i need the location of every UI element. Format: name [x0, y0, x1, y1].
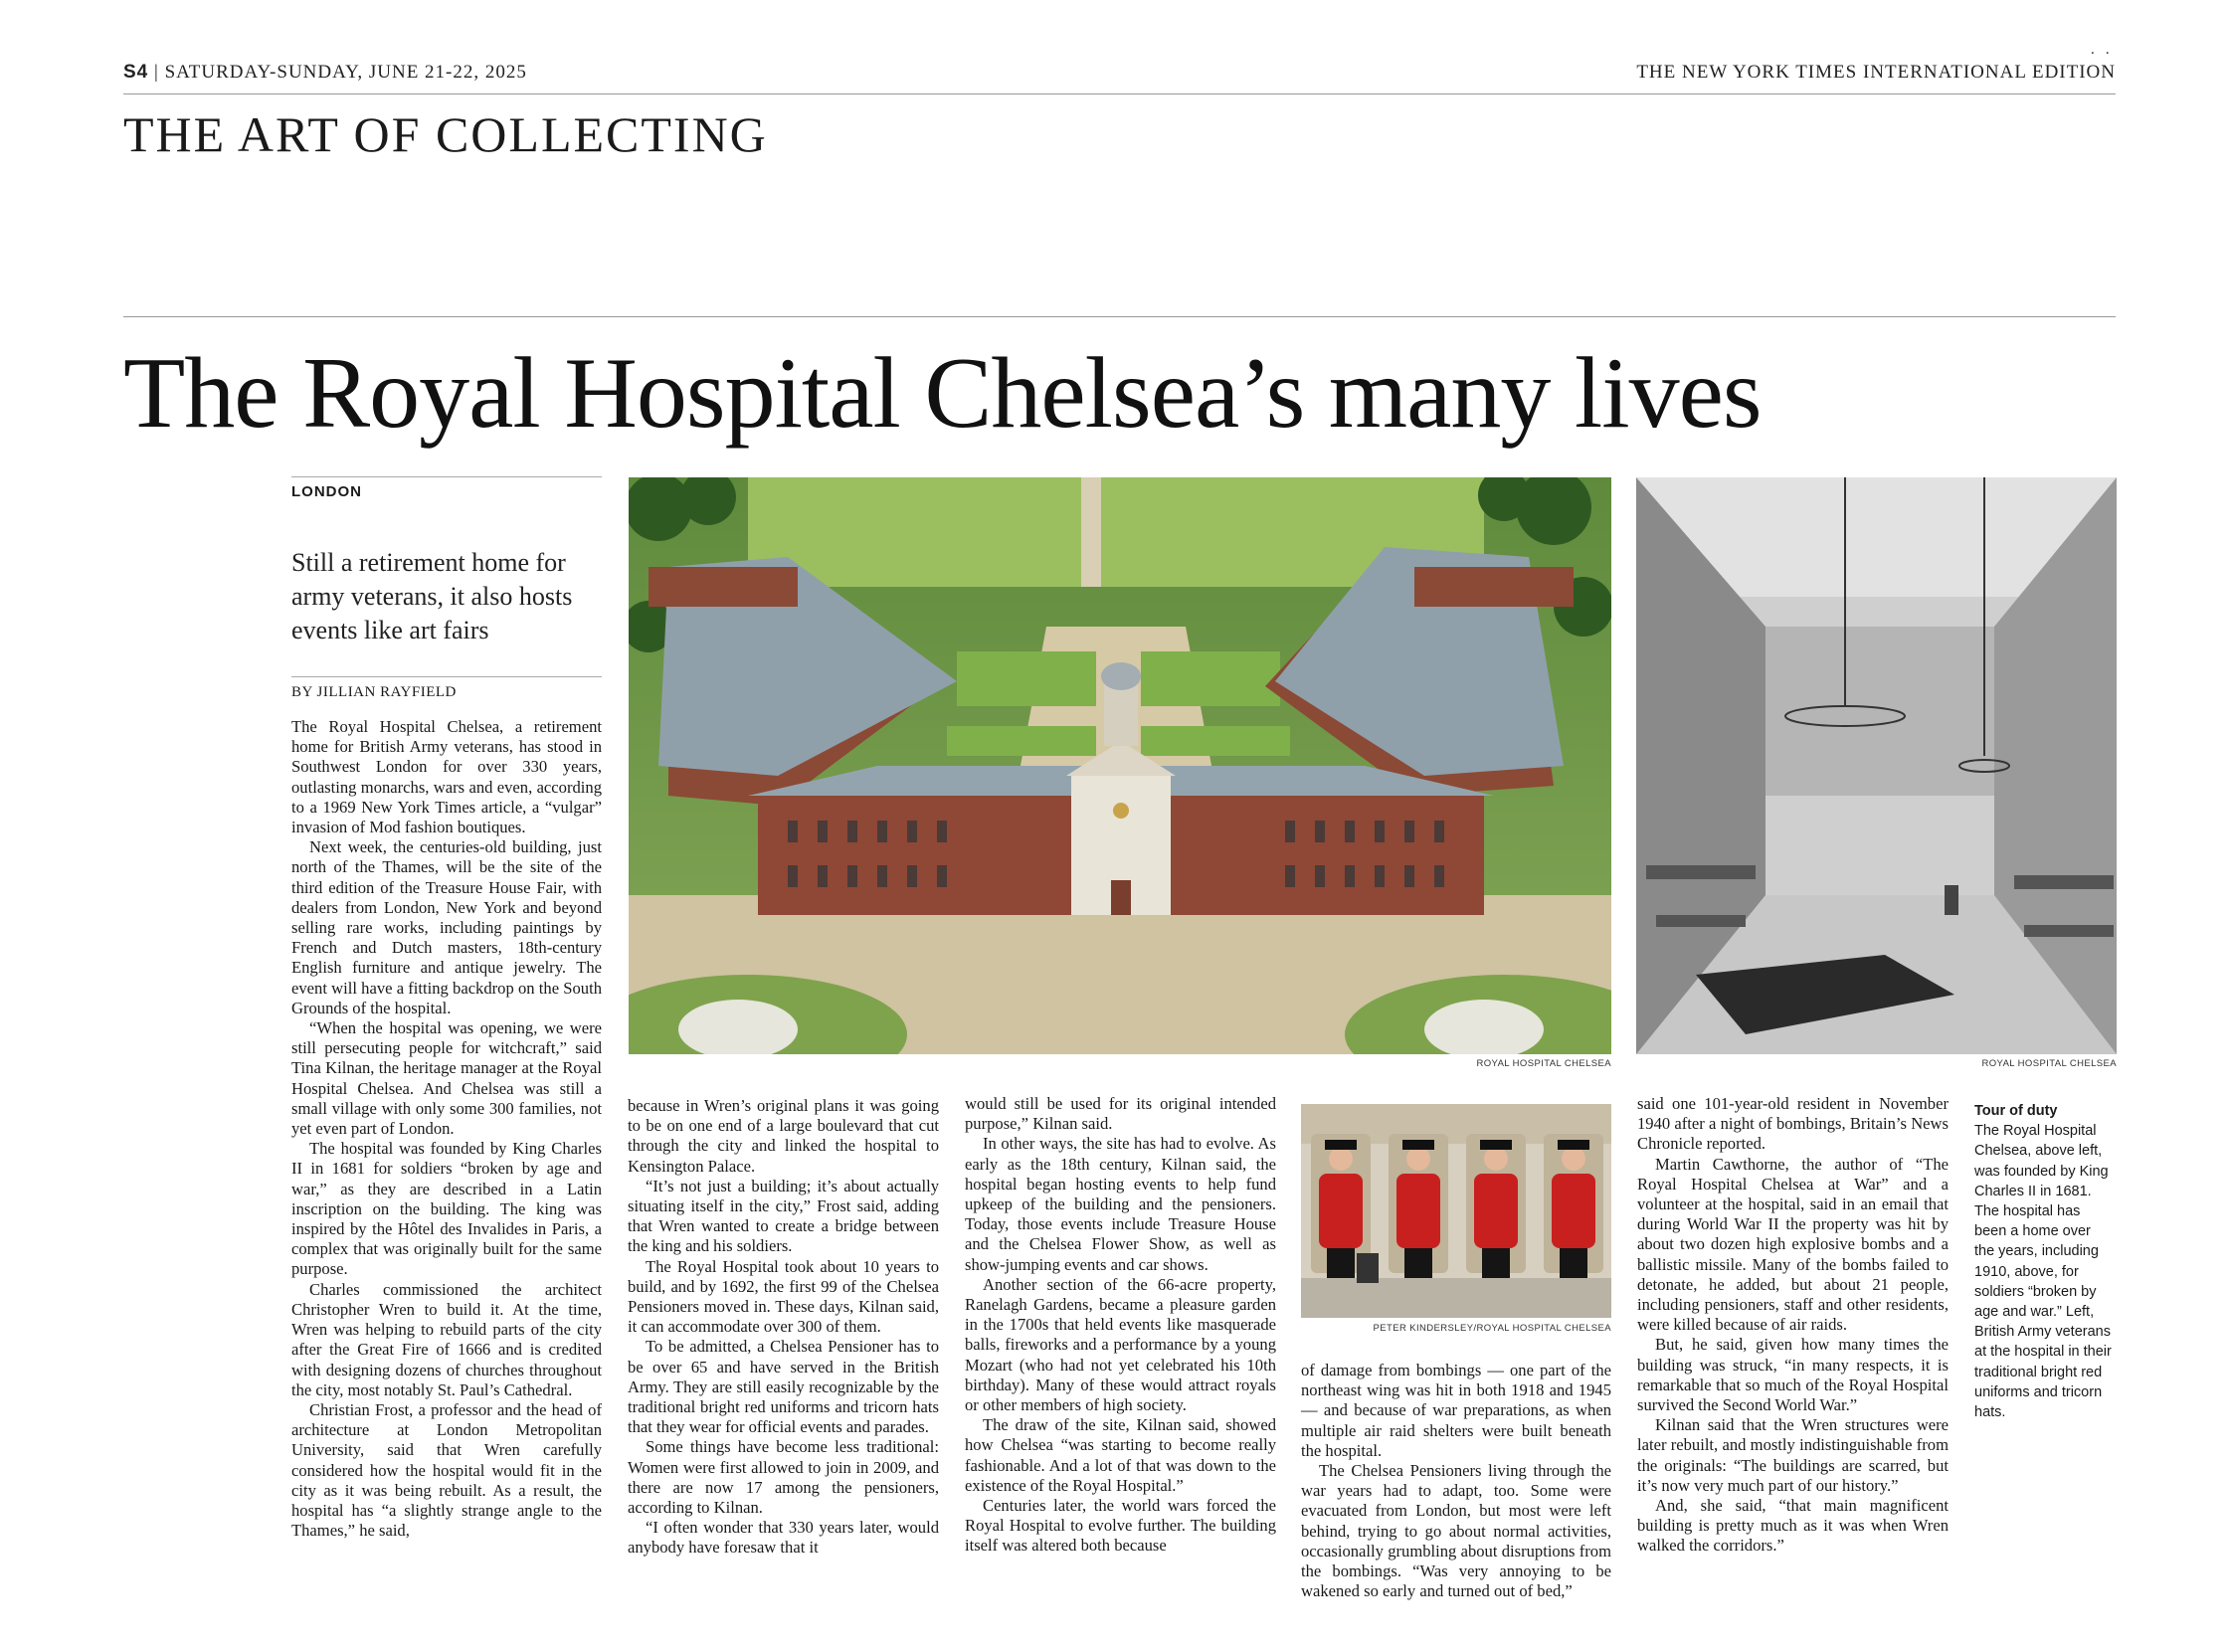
paragraph: Some things have become less traditional: Women were first allowed to join in 2009, and there are now 17 among the pensioners, according to Kilnan. [628, 1437, 939, 1518]
paragraph: Centuries later, the world wars forced the Royal Hospital to evolve further. The building itself was altered both because [965, 1496, 1276, 1556]
pensioners-photo [1301, 1104, 1611, 1318]
body-column-4 [1301, 1361, 1611, 1601]
paragraph: The Chelsea Pensioners living through the war years had to adapt, too. Some were evacuated from London, but most were left behind, trying to go about normal activities, occasionally grumbling about disruptions from the bombings. “Was very annoying to be wakened so early and turned out of bed,” [1301, 1461, 1611, 1601]
paragraph: But, he said, given how many times the building was struck, “in many respects, it is remarkable that so much of the Royal Hospital survived the Second World War.” [1637, 1335, 1949, 1415]
body-column-1 [291, 717, 602, 1541]
paragraph: The draw of the site, Kilnan said, showed how Chelsea “was starting to become really fashionable. And a lot of that was down to the existence of the Royal Hospital.” [965, 1415, 1276, 1495]
byline: BY JILLIAN RAYFIELD [291, 684, 457, 700]
aerial-photo [629, 477, 1611, 1054]
publication-name: THE NEW YORK TIMES INTERNATIONAL EDITION [1636, 62, 2116, 83]
photo-credit: ROYAL HOSPITAL CHELSEA [1981, 1058, 2117, 1069]
paragraph: Another section of the 66-acre property, Ranelagh Gardens, became a pleasure garden in the 1700s that held events like masquerade balls, fireworks and a performance by a young Mozart (who had not yet celebrated his 10th birthday). Many of these would attract royals or other members of high society. [965, 1274, 1276, 1415]
great-hall-photo [1636, 477, 2117, 1054]
caption-head: Tour of duty [1974, 1103, 2058, 1119]
folio-dots: . . [2090, 42, 2113, 58]
pensioners-illustration [1301, 1104, 1611, 1318]
dateline-rule [291, 476, 602, 477]
caption-text: The Royal Hospital Chelsea, above left, was founded by King Charles II in 1681. The hospital has been a home over the years, including 1910, above, for soldiers “broken by age and war.” Left, British Army veterans at the hospital in their traditional bright red uniforms and tricorn hats. [1974, 1123, 2112, 1421]
section-title: THE ART OF COLLECTING [123, 106, 768, 162]
article-headline: The Royal Hospital Chelsea’s many lives [123, 337, 1762, 450]
aerial-photo-illustration [629, 477, 1611, 1054]
folio-left [123, 62, 527, 84]
body-column-5 [1637, 1094, 1949, 1557]
byline-rule [291, 676, 602, 677]
paragraph: Next week, the centuries-old building, just north of the Thames, will be the site of the third edition of the Treasure House Fair, with dealers from London, New York and beyond selling rare works, including paintings by French and Dutch masters, 18th-century English furniture and antique jewelry. The event will have a fitting backdrop on the South Grounds of the hospital. [291, 837, 602, 1017]
dateline: LONDON [291, 483, 362, 500]
paragraph: Martin Cawthorne, the author of “The Royal Hospital Chelsea at War” and a volunteer at the hospital, said in an email that during World War II the property was hit by about two dozen high explosive bombs and a ballistic missile. Many of the bombs failed to detonate, he added, but about 21 people, including pensioners, staff and other residents, were killed because of air raids. [1637, 1154, 1949, 1335]
folio-separator: | [154, 62, 159, 83]
paragraph: Christian Frost, a professor and the head of architecture at London Metropolitan University, said that Wren carefully considered how the hospital would fit in the city as it was being rebuilt. As a result, the hospital has “a slightly strange angle to the Thames,” he said, [291, 1399, 602, 1541]
paragraph: To be admitted, a Chelsea Pensioner has to be over 65 and have served in the British Army. They are still easily recognizable by the traditional bright red uniforms and tricorn hats that they wear for official events and parades. [628, 1337, 939, 1437]
paragraph: And, she said, “that main magnificent building is pretty much as it was when Wren walked the corridors.” [1637, 1496, 1949, 1556]
paragraph: Kilnan said that the Wren structures were later rebuilt, and mostly indistinguishable from the originals: “The buildings are scarred, but it’s now very much part of our history.” [1637, 1415, 1949, 1495]
folio-date: SATURDAY-SUNDAY, JUNE 21-22, 2025 [164, 62, 527, 83]
section-rule [123, 316, 2116, 317]
great-hall-illustration [1636, 477, 2117, 1054]
paragraph: The hospital was founded by King Charles II in 1681 for soldiers “broken by age and war,” as they are described in a Latin inscription on the building. The king was inspired by the Hôtel des Invalides in Paris, a complex that was originally built for the same purpose. [291, 1139, 602, 1279]
paragraph: of damage from bombings — one part of the northeast wing was hit in both 1918 and 1945 — and because of war preparations, as when multiple air raid shelters were built beneath the hospital. [1301, 1361, 1611, 1460]
article-dek: Still a retirement home for army veterans, it also hosts events like art fairs [291, 548, 573, 644]
paragraph: because in Wren’s original plans it was going to be on one end of a large boulevard that cut through the city and linked the hospital to Kensington Palace. [628, 1096, 939, 1176]
body-column-3 [965, 1094, 1276, 1557]
photo-credit: PETER KINDERSLEY/ROYAL HOSPITAL CHELSEA [1373, 1323, 1611, 1334]
paragraph: In other ways, the site has had to evolve. As early as the 18th century, Kilnan said, the hospital began hosting events to help fund upkeep of the building and the pensioners. Today, those events include Treasure House and the Chelsea Flower Show, as well as show-jumping events and car shows. [965, 1134, 1276, 1274]
paragraph: “It’s not just a building; it’s about actually situating itself in the city,” Frost said, adding that Wren wanted to create a bridge between the king and his soldiers. [628, 1176, 939, 1256]
photo-caption [1974, 1101, 2114, 1422]
paragraph: would still be used for its original intended purpose,” Kilnan said. [965, 1094, 1276, 1134]
body-column-2 [628, 1096, 939, 1559]
paragraph: The Royal Hospital Chelsea, a retirement home for British Army veterans, has stood in Southwest London for over 330 years, outlasting monarchs, wars and even, according to a 1969 New York Times article, a “vulgar” invasion of Mod fashion boutiques. [291, 717, 602, 837]
paragraph: “I often wonder that 330 years later, would anybody have foresaw that it [628, 1518, 939, 1558]
page-number: S4 [123, 62, 149, 83]
paragraph: Charles commissioned the architect Christopher Wren to build it. At the time, Wren was helping to rebuild parts of the city after the Great Fire of 1666 and is credited with designing dozens of churches throughout the city, most notably St. Paul’s Cathedral. [291, 1279, 602, 1399]
paragraph: The Royal Hospital took about 10 years to build, and by 1692, the first 99 of the Chelsea Pensioners moved in. These days, Kilnan said, it can accommodate over 300 of them. [628, 1256, 939, 1337]
photo-credit: ROYAL HOSPITAL CHELSEA [1476, 1058, 1611, 1069]
paragraph: “When the hospital was opening, we were still persecuting people for witchcraft,” said Tina Kilnan, the heritage manager at the Royal Hospital Chelsea. And Chelsea was still a small village with only some 300 families, not yet even part of London. [291, 1018, 602, 1139]
top-rule [123, 93, 2116, 94]
paragraph: said one 101-year-old resident in November 1940 after a night of bombings, Britain’s News Chronicle reported. [1637, 1094, 1949, 1154]
